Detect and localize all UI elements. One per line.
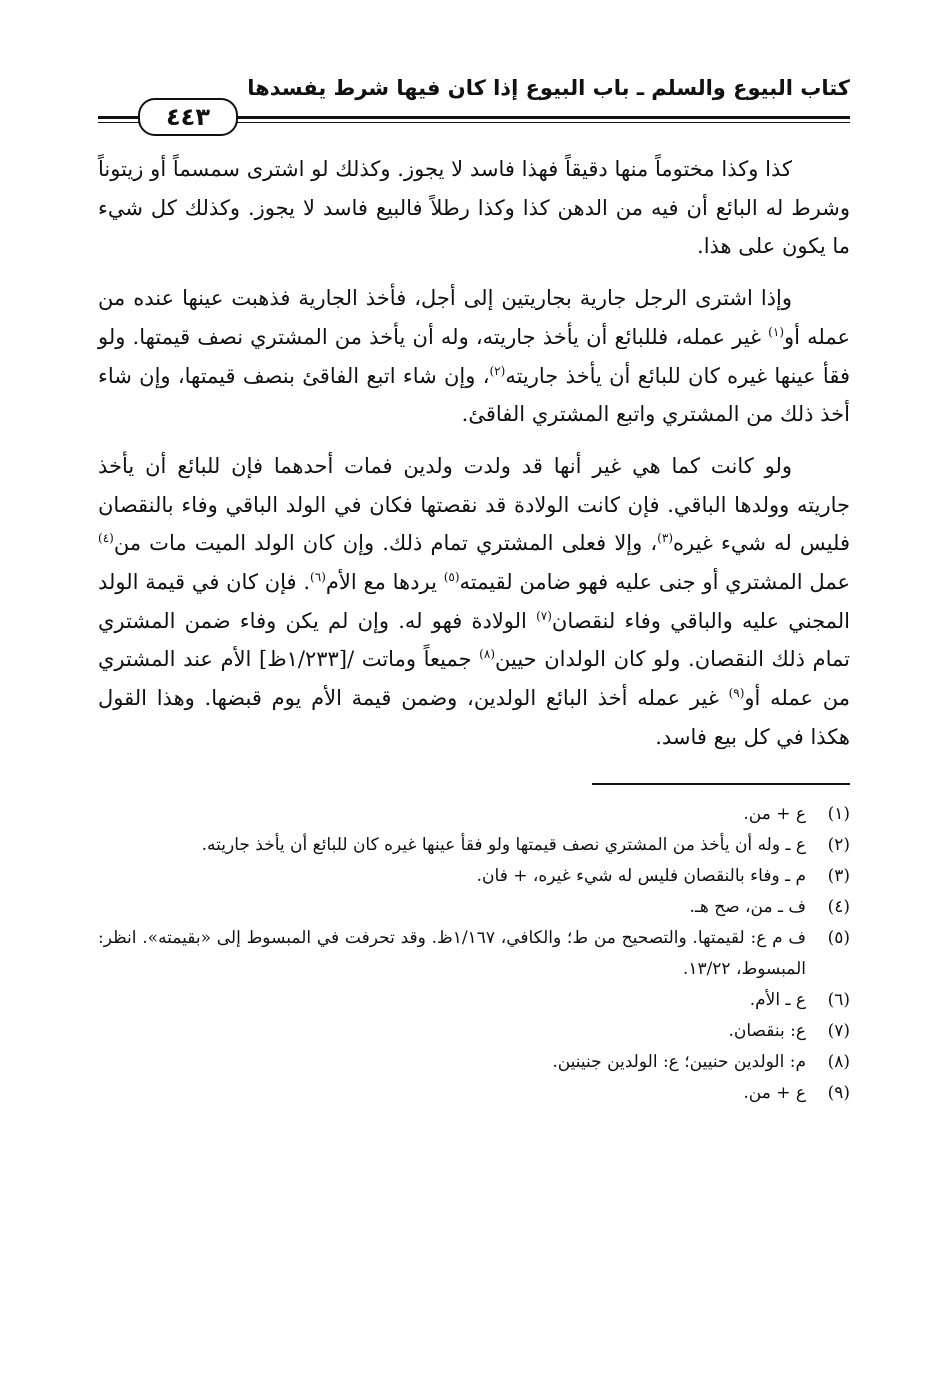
footnote [98,1078,850,1109]
footnote-marker: (٩) [728,686,745,701]
footnote [98,923,850,985]
text-run: . فإن كان في قيمة الولد المجني عليه والباقي وفاء لنقصان [98,570,850,633]
footnotes [98,799,850,1109]
paragraph-3 [98,447,850,757]
paragraph-2 [98,279,850,434]
text-run: غير عمله، فللبائع أن يأخذ جاريته، وله أن يأخذ من المشتري نصف قيمتها. ولو فقأ عينها غيره كان للبائع أن يأخذ جاريته [98,324,850,388]
footnote-marker: (٥) [443,570,460,585]
footnote [98,830,850,861]
footnote [98,1047,850,1078]
footnote-text: ع: بنقصان. [728,1020,806,1041]
footnote-number: (٩) [827,1082,850,1103]
footnote-separator [592,783,850,785]
footnote-marker: (٢) [489,363,506,378]
paragraph-1: كذا وكذا مختوماً منها دقيقاً فهذا فاسد لا يجوز. وكذلك لو اشترى سمسماً أو زيتوناً وشرط له البائع أن فيه من الدهن كذا وكذا رطلاً فالبيع فاسد لا يجوز. وكذلك كل شيء ما يكون على هذا. [98,157,850,259]
footnote-text: م ـ وفاء بالنقصان فليس له شيء غيره، + فان. [476,865,806,886]
footnote-marker: (٨) [479,647,495,662]
footnote-number: (٢) [827,834,850,855]
footnote-number: (٤) [827,896,850,917]
footnote-number: (٣) [827,865,850,886]
running-title: كتاب البيوع والسلم ـ باب البيوع إذا كان فيها شرط يفسدها [247,76,850,100]
page-header [98,70,850,131]
text-run: ، وإلا فعلى المشتري تمام ذلك. وإن كان الولد الميت مات من [113,531,658,556]
footnote-marker: (٦) [310,570,326,585]
footnote-marker: (٤) [98,531,114,546]
text-run: عمل المشتري أو جنى عليه فهو ضامن لقيمته [459,570,850,595]
footnote [98,892,850,923]
footnote-text: ع ـ وله أن يأخذ من المشتري نصف قيمتها ولو فقأ عينها غيره كان للبائع أن يأخذ جاريته. [201,834,806,855]
footnote-text: ع + من. [743,803,806,824]
footnote-number: (٦) [827,989,850,1010]
footnote [98,799,850,830]
footnote-number: (٥) [827,927,850,948]
footnote-text: ف م ع: لقيمتها. والتصحيح من ط؛ والكافي، ١/١٦٧ظ. وقد تحرفت في المبسوط إلى «بقيمته». انظر: المبسوط، ١٣/٢٢. [98,927,806,979]
footnote-number: (١) [827,803,850,824]
text-run: وإذا اشترى الرجل جارية بجاريتين إلى أجل، فأخذ الجارية فذهبت عينها عنده من عمله أو [98,286,850,349]
book-page [98,70,850,1109]
page-number: ٤٤٣ [138,98,238,136]
footnote-text: ع ـ الأم. [749,989,806,1010]
text-run: ، وإن شاء اتبع الفاقئ بنصف قيمتها، وإن شاء أخذ ذلك من المشتري واتبع المشتري الفاقئ. [98,363,850,427]
footnote-marker: (٣) [657,531,673,546]
text-run: غير عمله أخذ البائع الولدين، وضمن قيمة الأم يوم قبضها. وهذا القول هكذا في كل بيع فاسد. [98,686,850,749]
footnote-number: (٨) [827,1051,850,1072]
footnote-number: (٧) [827,1020,850,1041]
footnote-text: ع + من. [743,1082,806,1103]
footnote-marker: (٧) [536,608,552,623]
footnote-text: ف ـ من، صح هـ. [689,896,806,917]
footnote-marker: (١) [768,324,784,339]
text-run: الولادة فهو له. وإن لم يكن وفاء ضمن المشتري تمام ذلك النقصان. ولو كان الولدان حيين [98,608,850,672]
main-text [98,150,850,757]
footnote [98,1016,850,1047]
text-run: جميعاً وماتت /[١/٢٣٣ظ] الأم عند المشتري من عمله أو [98,647,850,711]
text-run: يردها مع الأم [325,570,444,595]
footnote [98,861,850,892]
footnote-text: م: الولدين حنيين؛ ع: الولدين جنينين. [552,1051,806,1072]
footnote [98,985,850,1016]
text-run: ولو كانت كما هي غير أنها قد ولدت ولدين فمات أحدهما فإن للبائع أن يأخذ جاريته وولدها الباقي. فإن كانت الولادة قد نقصتها فكان في الولد الباقي وفاء بالنقصان فليس له شيء غيره [98,453,850,556]
